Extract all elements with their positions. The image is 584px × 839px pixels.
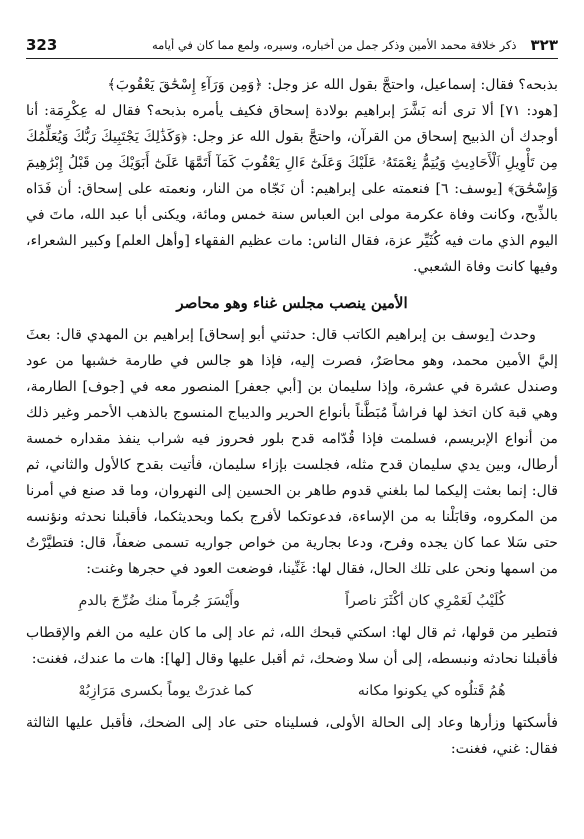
page-number-arabic: ٣٢٣ [530,36,558,54]
paragraph-narration: وحدث [يوسف بن إبراهيم الكاتب قال: حدثني أبو إسحاق] إبراهيم بن المهدي قال: بعثَ إليَّ الأمين محمد، وهو محاصَرٌ، فصرت إليه، فإذا هو جالس في طارمة خشبها من عود وصندل عشرة في عشرة، وإذا سليمان بن [أبي جعفر] المنصور معه في [جوف] الطارمة، وهي قبة كان اتخذ لها فراشاً مُبَطَّناً بأنواع الحرير والديباج المنسوج بالذهب الأحمر وغير ذلك من أنواع الإبريسم، فسلمت فإذا قُدّامه قدح بلور فحروز فيه شراب ينفذ مقداره خمسة أرطال، وبين يدي سليمان قدح مثله، فجلست بإزاء سليمان، فأتيت بقدح كالأول والثاني، ثم قال: إنما بعثت إليكما لما بلغني قدوم طاهر بن الحسين إلى النهروان، وما قد صنع في أمرنا من المكروه، وقابَلْنا به من الإساءة، فدعوتكما لأفرج بكما وبحديثكما، فأقبلنا نحدثه ونؤنسه حتى سَلا عما كان يجده وفرح، ودعا بجارية من خواص جواريه تسمى ضعفاً، قال: فتطيَّرْتُ من اسمها ونحن على تلك الحال، فقال لها: غَنِّينا، فوضعت العود في حجرها وغنت: [26,327,558,577]
verse-line-2 [26,678,558,704]
paragraph-quran-opening: بذبحه؟ فقال: إسماعيل، واحتجَّ بقول الله عز وجل: ﴿وَمِن وَرَآءِ إِسْحَٰقَ يَعْقُوبَ﴾ [107,77,558,93]
verse-1-first-hemistich: كُلَيْبُ لَعَمْرِي كان أكْثَرَ ناصراً [345,593,506,609]
page-number-latin: 323 [26,36,58,54]
verse-line-1 [26,588,558,614]
paragraph-ikrima: [هود: ٧١] ألا ترى أنه بَشَّرَ إبراهيم بولادة إسحاق فكيف يأمره بذبحه؟ فقال له عِكْرِمَة: أنا أوجدك أن الذبيح إسحاق من القرآن، واحتجَّ بقول الله عز وجل: ﴿وَكَذَٰلِكَ يَجْتَبِيكَ رَبُّكَ وَيُعَلِّمُكَ مِن تَأْوِيلِ ٱلْأَحَادِيثِ وَيُتِمُّ نِعْمَتَهُۥ عَلَيْكَ وَعَلَىٰٓ ءَالِ يَعْقُوبَ كَمَآ أَتَمَّهَا عَلَىٰٓ أَبَوَيْكَ مِن قَبْلُ إِبْرَٰهِيمَ وَإِسْحَٰقَ﴾ [يوسف: ٦] فنعمته على إبراهيم: أن نَجّاه من النار، ونعمته على إسحاق: أن فَدَاه بالذِّبح، وكانت وفاة عكرمة مولى ابن العباس سنة خمس ومائة، ويكنى أبا عبد الله، ماتَ في اليوم الذي مات فيه كُثَيِّر عزة، فقال الناس: مات عظيم الفقهاء [وأهل العلم] وكبير الشعراء، وفيها كانت وفاة الشعبي. [26,103,558,275]
verse-2-first-hemistich: هُمُ قَتلُوه كي يكونوا مكانه [357,683,506,699]
running-title: ذكر خلافة محمد الأمين وذكر جمل من أخباره، وسيره، ولمع مما كان في أيامه [151,38,517,52]
verse-1-second-hemistich: وأَيْسَرَ جُرماً منك ضُرِّجَ بالدمِ [78,593,240,609]
page-header [26,32,558,59]
verse-2-second-hemistich: كما غدرَتْ يوماً بكسرى مَرَازِبُهْ [78,683,253,699]
page-body [26,72,558,762]
section-title: الأمين ينصب مجلس غناء وهو محاصر [176,294,408,312]
paragraph-after-verse-1: فتطير من قولها، ثم قال لها: اسكتي قبحك الله، ثم عاد إلى ما كان عليه من الغم والإقطاب فأقبلنا نحادثه ونبسطه، إلى أن سلا وضحك، ثم أقبل عليها وقال [لها]: هات ما عندك، فغنت: [26,625,558,667]
paragraph-after-verse-2: فأسكتها وزأرها وعاد إلى الحالة الأولى، فسليناه حتى عاد إلى الضحك، فأقبل عليها الثالثة فقال: غني، فغنت: [26,715,558,757]
